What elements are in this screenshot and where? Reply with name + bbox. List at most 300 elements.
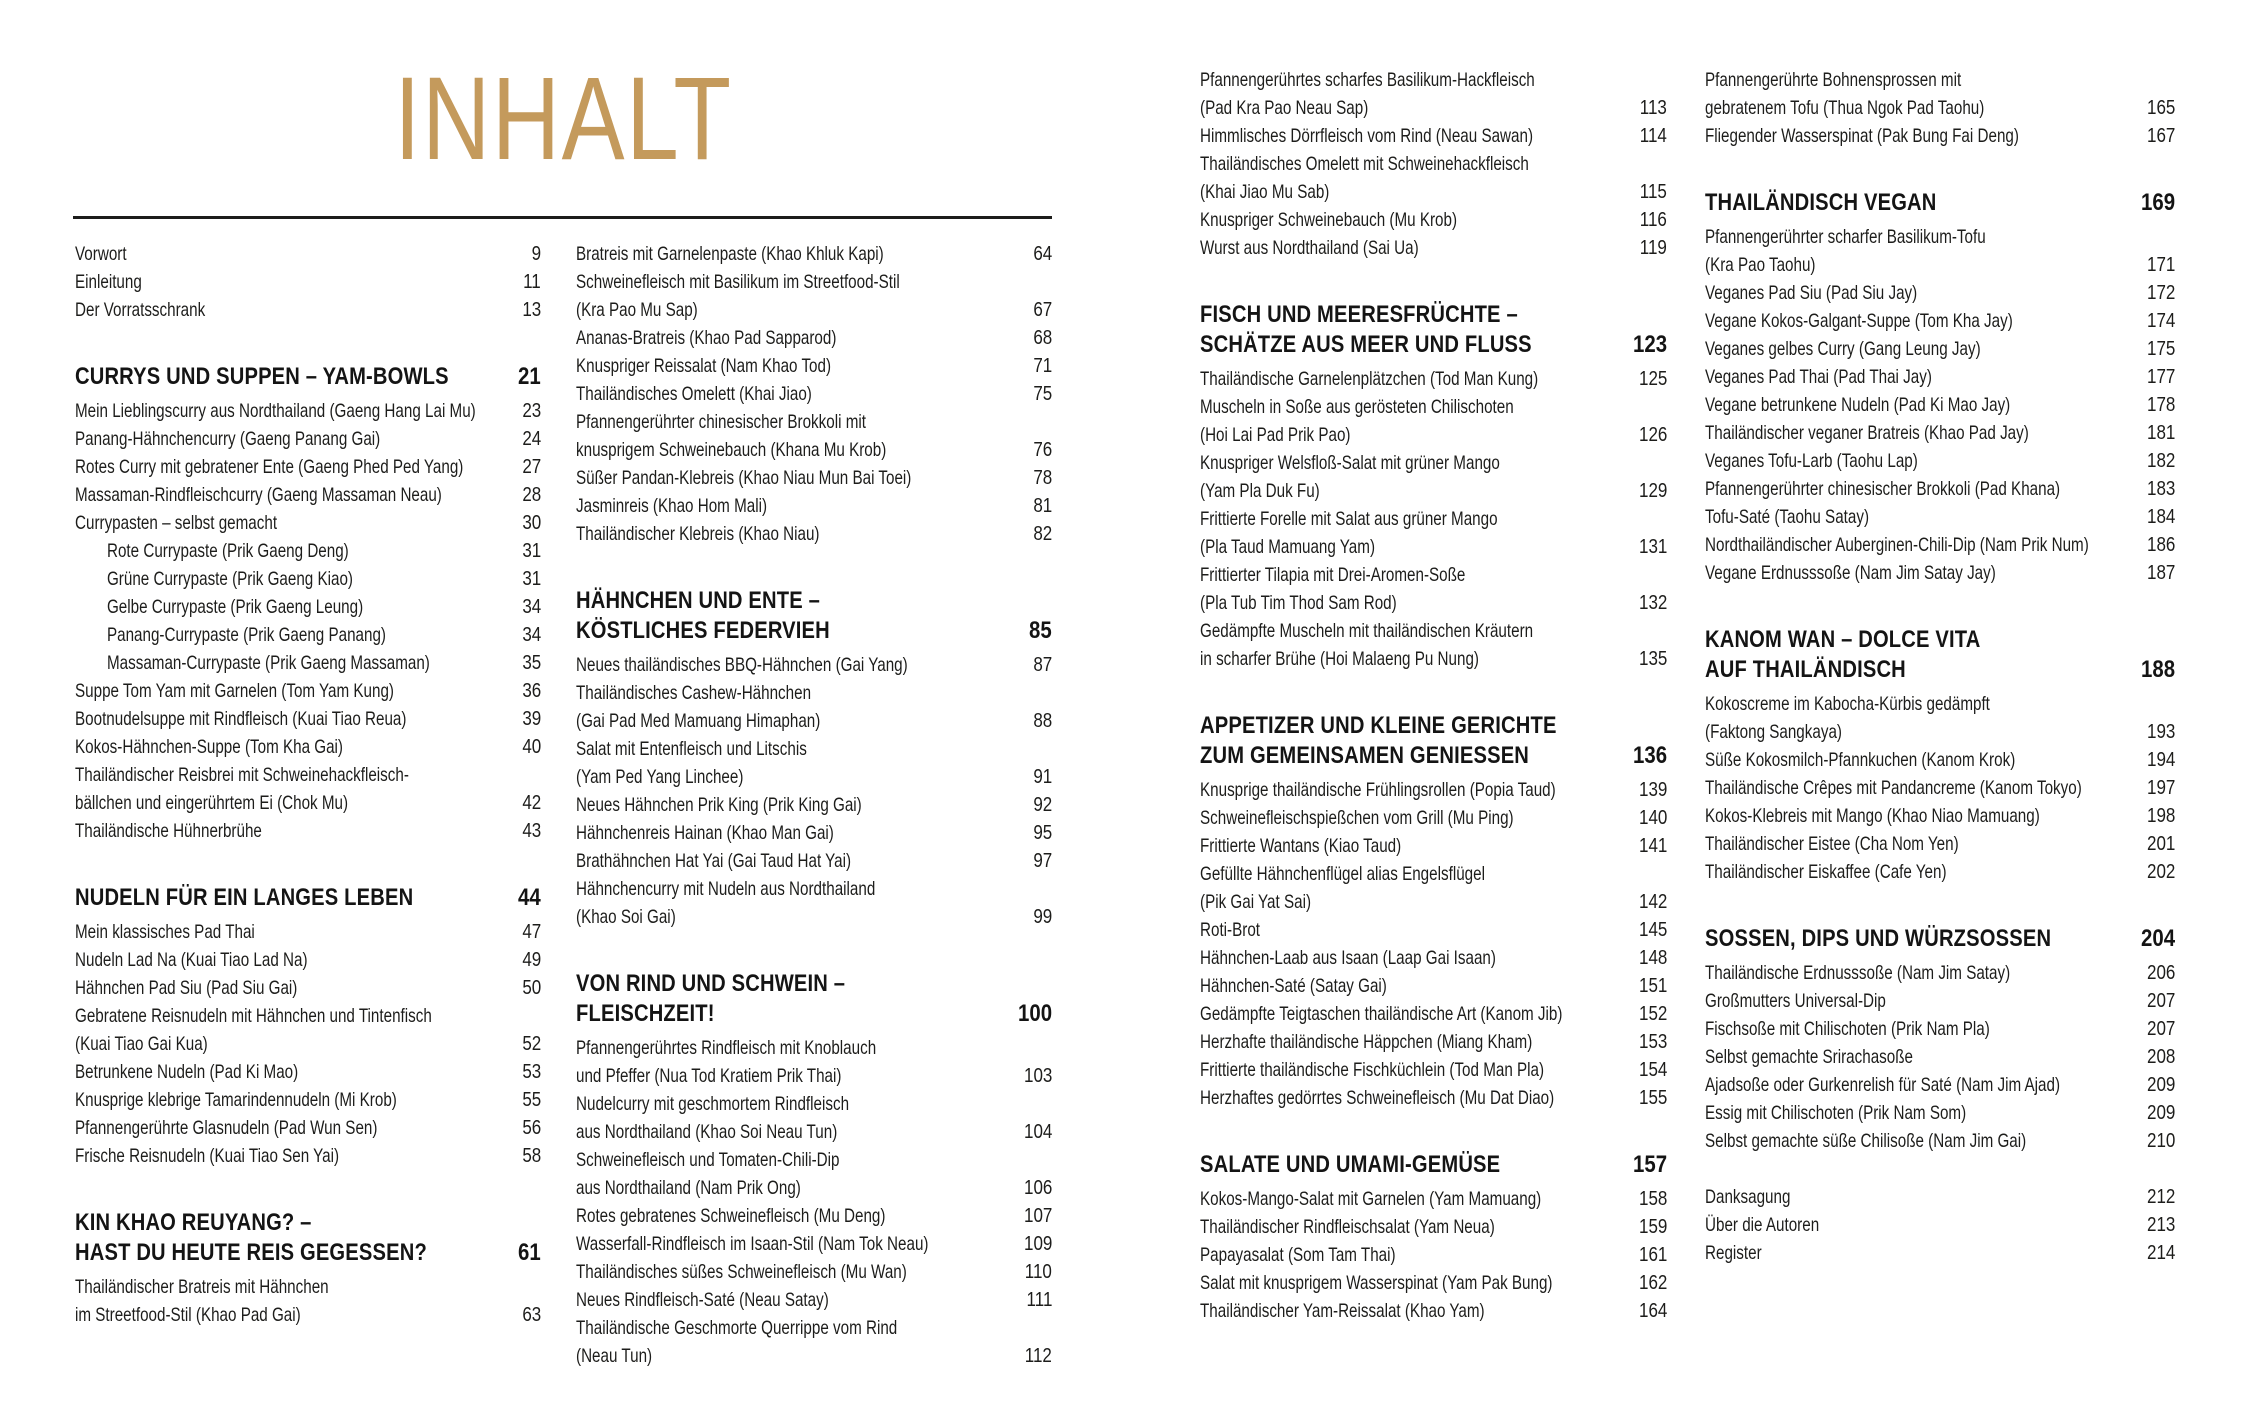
- toc-entry-text: Thailändisches süßes Schweinefleisch (Mu Wan): [576, 1261, 907, 1283]
- page-number: 183: [2146, 478, 2175, 500]
- toc-entry: [576, 268, 1052, 324]
- page-number: 44: [518, 884, 541, 911]
- page-number: 24: [522, 428, 541, 450]
- page-number: 201: [2146, 833, 2175, 855]
- page-number: 140: [1638, 807, 1667, 829]
- toc-entry: [1705, 419, 2175, 447]
- page-number: 31: [522, 540, 541, 562]
- page-number: 188: [2140, 656, 2175, 683]
- toc-entry-text: Thailändische Crêpes mit Pandancreme (Kanom Tokyo): [1705, 777, 2082, 799]
- toc-entry-text: Gedämpfte Teigtaschen thailändische Art (Kanom Jib): [1200, 1003, 1563, 1025]
- toc-entry: [1705, 475, 2175, 503]
- page-number: 155: [1638, 1087, 1667, 1109]
- page-number: 34: [522, 624, 541, 646]
- page-number: 34: [522, 596, 541, 618]
- toc-entry: [1200, 505, 1667, 561]
- toc-entry: [1705, 1183, 2175, 1211]
- toc-entry-text: (Hoi Lai Pad Prik Pao): [1200, 424, 1351, 446]
- toc-entry-text: Vegane betrunkene Nudeln (Pad Ki Mao Jay): [1705, 394, 2011, 416]
- page-number: 113: [1639, 97, 1667, 119]
- page-number: 75: [1033, 383, 1052, 405]
- toc-heading-text: ZUM GEMEINSAMEN GENIESSEN: [1200, 742, 1530, 769]
- toc-entry-text: Suppe Tom Yam mit Garnelen (Tom Yam Kung): [75, 680, 394, 702]
- toc-entry-text: Herzhaftes gedörrtes Schweinefleisch (Mu Dat Diao): [1200, 1087, 1555, 1109]
- toc-entry: [1200, 1185, 1667, 1213]
- toc-entry-text: aus Nordthailand (Nam Prik Ong): [576, 1177, 801, 1199]
- page-number: 21: [518, 363, 541, 390]
- page-number: 135: [1638, 648, 1667, 670]
- toc-entry-text: Veganes gelbes Curry (Gang Leung Jay): [1705, 338, 1981, 360]
- page-number: 78: [1033, 467, 1052, 489]
- toc-entry: [1200, 1056, 1667, 1084]
- toc-entry-text: (Neau Tun): [576, 1345, 653, 1367]
- toc-entry: [75, 397, 541, 425]
- toc-entry-text: Thailändischer Klebreis (Khao Niau): [576, 523, 820, 545]
- toc-entry-text: Currypasten – selbst gemacht: [75, 512, 278, 534]
- toc-entry: [1200, 1028, 1667, 1056]
- toc-entry-text: Thailändischer Eiskaffee (Cafe Yen): [1705, 861, 1947, 883]
- page-number: 169: [2140, 189, 2175, 216]
- toc-entry-text: Gelbe Currypaste (Prik Gaeng Leung): [106, 596, 364, 618]
- toc-entry-text: Knusprige thailändische Frühlingsrollen (Popia Taud): [1200, 779, 1556, 801]
- page-number: 204: [2140, 925, 2175, 952]
- page-number: 87: [1033, 654, 1052, 676]
- toc-entry: [576, 1090, 1052, 1146]
- toc-entry-text: Hähnchen-Saté (Satay Gai): [1200, 975, 1387, 997]
- toc-entry-text: (Yam Pla Duk Fu): [1200, 480, 1320, 502]
- toc-entry-text: Thailändischer Bratreis mit Hähnchen: [75, 1276, 329, 1298]
- toc-entry-text: Hähnchen-Laab aus Isaan (Laap Gai Isaan): [1200, 947, 1496, 969]
- toc-entry-text: Bratreis mit Garnelenpaste (Khao Khluk Kapi): [576, 243, 884, 265]
- toc-entry: [1705, 1071, 2175, 1099]
- toc-entry-text: Vegane Kokos-Galgant-Suppe (Tom Kha Jay): [1705, 310, 2013, 332]
- toc-entry-text: (Pla Tub Tim Thod Sam Rod): [1200, 592, 1397, 614]
- page-number: 157: [1632, 1151, 1667, 1178]
- toc-entry: [75, 481, 541, 509]
- toc-entry-text: (Khai Jiao Mu Sab): [1200, 181, 1330, 203]
- toc-entry-text: Rotes Curry mit gebratener Ente (Gaeng Phed Ped Yang): [75, 456, 464, 478]
- toc-column-3: [1200, 66, 1667, 1325]
- toc-entry: [75, 537, 541, 565]
- page-number: 198: [2146, 805, 2175, 827]
- page-number: 110: [1024, 1261, 1052, 1283]
- page-number: 142: [1638, 891, 1667, 913]
- toc-entry: [1705, 503, 2175, 531]
- page-number: 123: [1632, 331, 1667, 358]
- toc-entry: [1200, 1269, 1667, 1297]
- toc-entry-text: Gedämpfte Muscheln mit thailändischen Kräutern: [1200, 620, 1534, 642]
- toc-entry-text: Einleitung: [75, 271, 142, 293]
- toc-entry-text: Süße Kokosmilch-Pfannkuchen (Kanom Krok): [1705, 749, 2016, 771]
- toc-entry-text: Selbst gemachte süße Chilisoße (Nam Jim Gai): [1705, 1130, 2027, 1152]
- toc-section-heading: [75, 1208, 541, 1268]
- toc-entry-text: Süßer Pandan-Klebreis (Khao Niau Mun Bai Toei): [576, 467, 912, 489]
- toc-entry-text: Nudeln Lad Na (Kuai Tiao Lad Na): [75, 949, 308, 971]
- page-number: 11: [523, 271, 541, 293]
- toc-entry: [576, 352, 1052, 380]
- toc-entry: [576, 324, 1052, 352]
- toc-heading-text: SALATE UND UMAMI-GEMÜSE: [1200, 1151, 1501, 1178]
- toc-entry-text: Hähnchencurry mit Nudeln aus Nordthailand: [576, 878, 876, 900]
- toc-entry: [75, 593, 541, 621]
- toc-entry-text: Betrunkene Nudeln (Pad Ki Mao): [75, 1061, 299, 1083]
- toc-entry-text: Thailändischer Yam-Reissalat (Khao Yam): [1200, 1300, 1485, 1322]
- page-number: 182: [2146, 450, 2175, 472]
- toc-entry: [1705, 447, 2175, 475]
- toc-entry: [1705, 830, 2175, 858]
- toc-entry: [1200, 561, 1667, 617]
- toc-entry: [1705, 746, 2175, 774]
- toc-entry-text: (Yam Ped Yang Linchee): [576, 766, 744, 788]
- page-number: 193: [2146, 721, 2175, 743]
- toc-entry: [1705, 335, 2175, 363]
- toc-entry: [75, 1002, 541, 1058]
- toc-entry: [1705, 959, 2175, 987]
- page-number: 100: [1017, 1000, 1052, 1027]
- page-number: 64: [1033, 243, 1052, 265]
- toc-entry-text: Veganes Pad Siu (Pad Siu Jay): [1705, 282, 1918, 304]
- page-number: 213: [2146, 1214, 2175, 1236]
- toc-entry-text: Thailändische Garnelenplätzchen (Tod Man Kung): [1200, 368, 1539, 390]
- page-number: 209: [2146, 1074, 2175, 1096]
- toc-entry-text: Thailändische Geschmorte Querrippe vom Rind: [576, 1317, 898, 1339]
- toc-entry: [1705, 66, 2175, 122]
- toc-entry-text: Essig mit Chilischoten (Prik Nam Som): [1705, 1102, 1967, 1124]
- page-title: [75, 53, 1052, 185]
- toc-entry-text: (Kra Pao Taohu): [1705, 254, 1816, 276]
- toc-entry: [1200, 860, 1667, 916]
- toc-entry: [1705, 122, 2175, 150]
- toc-entry: [1705, 559, 2175, 587]
- toc-entry: [576, 875, 1052, 931]
- toc-entry: [75, 946, 541, 974]
- toc-section-heading: [576, 586, 1052, 646]
- toc-section-heading: [576, 969, 1052, 1029]
- page-number: 103: [1023, 1065, 1052, 1087]
- toc-entry: [1705, 279, 2175, 307]
- toc-entry-text: in scharfer Brühe (Hoi Malaeng Pu Nung): [1200, 648, 1479, 670]
- toc-entry: [75, 453, 541, 481]
- page-number: 164: [1638, 1300, 1667, 1322]
- page-number: 210: [2146, 1130, 2175, 1152]
- toc-section-heading: [1705, 924, 2175, 954]
- page-number: 63: [522, 1304, 541, 1326]
- toc-entry-text: Jasminreis (Khao Hom Mali): [576, 495, 768, 517]
- page-number: 36: [522, 680, 541, 702]
- toc-column-2: [576, 240, 1052, 1370]
- toc-heading-text: VON RIND UND SCHWEIN –: [576, 970, 846, 997]
- toc-entry: [1200, 1000, 1667, 1028]
- page-number: 71: [1033, 355, 1052, 377]
- toc-entry: [1705, 223, 2175, 279]
- page-number: 186: [2146, 534, 2175, 556]
- toc-entry-text: Papayasalat (Som Tam Thai): [1200, 1244, 1396, 1266]
- toc-entry-text: Ananas-Bratreis (Khao Pad Sapparod): [576, 327, 837, 349]
- toc-entry-text: Muscheln in Soße aus gerösteten Chilischoten: [1200, 396, 1514, 418]
- toc-entry-text: Frittierte Forelle mit Salat aus grüner Mango: [1200, 508, 1498, 530]
- page-number: 43: [522, 820, 541, 842]
- toc-entry-text: Register: [1705, 1242, 1762, 1264]
- toc-section-heading: [75, 362, 541, 392]
- toc-entry-text: Nordthailändischer Auberginen-Chili-Dip (Nam Prik Num): [1705, 534, 2089, 556]
- page-number: 107: [1023, 1205, 1052, 1227]
- toc-entry-text: und Pfeffer (Nua Tod Kratiem Prik Thai): [576, 1065, 842, 1087]
- toc-entry-text: Brathähnchen Hat Yai (Gai Taud Hat Yai): [576, 850, 852, 872]
- toc-entry-text: Kokos-Klebreis mit Mango (Khao Niao Mamuang): [1705, 805, 2040, 827]
- toc-entry-text: Himmlisches Dörrfleisch vom Rind (Neau Sawan): [1200, 125, 1534, 147]
- toc-entry-text: (Pad Kra Pao Neau Sap): [1200, 97, 1369, 119]
- toc-entry: [1705, 802, 2175, 830]
- toc-entry-text: Frittierte Wantans (Kiao Taud): [1200, 835, 1402, 857]
- page-number: 162: [1638, 1272, 1667, 1294]
- toc-heading-text: FLEISCHZEIT!: [576, 1000, 715, 1027]
- page-number: 154: [1638, 1059, 1667, 1081]
- page-number: 132: [1638, 592, 1667, 614]
- toc-entry: [75, 733, 541, 761]
- toc-entry-text: Großmutters Universal-Dip: [1705, 990, 1886, 1012]
- toc-entry-text: Neues thailändisches BBQ-Hähnchen (Gai Yang): [576, 654, 908, 676]
- toc-entry: [1200, 1297, 1667, 1325]
- page-number: 85: [1029, 617, 1052, 644]
- toc-heading-text: KANOM WAN – DOLCE VITA: [1705, 626, 1981, 653]
- toc-entry: [1200, 972, 1667, 1000]
- page-number: 13: [522, 299, 541, 321]
- toc-entry-text: Gebratene Reisnudeln mit Hähnchen und Tintenfisch: [75, 1005, 432, 1027]
- toc-entry: [1705, 1127, 2175, 1155]
- toc-heading-text: FISCH UND MEERESFRÜCHTE –: [1200, 301, 1518, 328]
- toc-entry: [75, 649, 541, 677]
- toc-entry-text: Tofu-Saté (Taohu Satay): [1705, 506, 1870, 528]
- toc-entry-text: bällchen und eingerührtem Ei (Chok Mu): [75, 792, 349, 814]
- toc-entry: [75, 1273, 541, 1329]
- page-number: 99: [1033, 906, 1052, 928]
- page-number: 158: [1638, 1188, 1667, 1210]
- page-number: 115: [1639, 181, 1667, 203]
- toc-entry-text: (Pik Gai Yat Sai): [1200, 891, 1312, 913]
- toc-heading-text: SOSSEN, DIPS UND WÜRZSOSSEN: [1705, 925, 2052, 952]
- page-number: 152: [1638, 1003, 1667, 1025]
- toc-heading-text: SCHÄTZE AUS MEER UND FLUSS: [1200, 331, 1532, 358]
- page-number: 106: [1023, 1177, 1052, 1199]
- page-number: 153: [1638, 1031, 1667, 1053]
- page-number: 184: [2146, 506, 2175, 528]
- page-number: 112: [1024, 1345, 1052, 1367]
- toc-entry-text: Vegane Erdnusssoße (Nam Jim Satay Jay): [1705, 562, 1996, 584]
- toc-entry: [1200, 1213, 1667, 1241]
- toc-entry: [576, 735, 1052, 791]
- page-number: 148: [1638, 947, 1667, 969]
- toc-section-heading: [75, 883, 541, 913]
- page-number: 139: [1638, 779, 1667, 801]
- toc-entry-text: Frittierte thailändische Fischküchlein (Tod Man Pla): [1200, 1059, 1545, 1081]
- page-number: 207: [2146, 990, 2175, 1012]
- page-number: 40: [522, 736, 541, 758]
- toc-entry-text: (Kra Pao Mu Sap): [576, 299, 698, 321]
- toc-entry-text: (Pla Taud Mamuang Yam): [1200, 536, 1376, 558]
- toc-heading-text: HAST DU HEUTE REIS GEGESSEN?: [75, 1239, 427, 1266]
- toc-column-4: [1705, 66, 2175, 1267]
- toc-heading-text: KIN KHAO REUYANG? –: [75, 1209, 312, 1236]
- page-number: 30: [522, 512, 541, 534]
- toc-entry: [576, 464, 1052, 492]
- page-number: 159: [1638, 1216, 1667, 1238]
- toc-entry-text: Frittierter Tilapia mit Drei-Aromen-Soße: [1200, 564, 1466, 586]
- page-number: 131: [1638, 536, 1667, 558]
- toc-entry-text: Grüne Currypaste (Prik Gaeng Kiao): [106, 568, 353, 590]
- toc-entry: [1705, 858, 2175, 886]
- page-number: 97: [1033, 850, 1052, 872]
- toc-heading-text: NUDELN FÜR EIN LANGES LEBEN: [75, 884, 414, 911]
- toc-section-heading: [1705, 625, 2175, 685]
- toc-entry-text: Schweinefleisch mit Basilikum im Streetfood-Stil: [576, 271, 900, 293]
- toc-entry-text: Vorwort: [75, 243, 127, 265]
- toc-entry-text: Salat mit Entenfleisch und Litschis: [576, 738, 807, 760]
- toc-entry: [1200, 832, 1667, 860]
- toc-entry-text: Über die Autoren: [1705, 1214, 1820, 1236]
- toc-entry: [1200, 916, 1667, 944]
- page-title-text: INHALT: [394, 53, 733, 185]
- toc-entry: [75, 509, 541, 537]
- toc-entry-text: Pfannengerührte Glasnudeln (Pad Wun Sen): [75, 1117, 378, 1139]
- page-number: 174: [2146, 310, 2175, 332]
- toc-entry-text: Thailändisches Omelett mit Schweinehackfleisch: [1200, 153, 1529, 175]
- toc-entry: [576, 1146, 1052, 1202]
- toc-heading-text: KÖSTLICHES FEDERVIEH: [576, 617, 830, 644]
- page-number: 9: [531, 243, 541, 265]
- toc-entry-text: Gefüllte Hähnchenflügel alias Engelsflügel: [1200, 863, 1485, 885]
- page-number: 76: [1033, 439, 1052, 461]
- page-number: 47: [522, 921, 541, 943]
- toc-entry-text: Thailändischer Eistee (Cha Nom Yen): [1705, 833, 1959, 855]
- toc-entry-text: Kokos-Mango-Salat mit Garnelen (Yam Mamuang): [1200, 1188, 1542, 1210]
- toc-entry-text: Thailändischer Rindfleischsalat (Yam Neua): [1200, 1216, 1495, 1238]
- toc-entry-text: Bootnudelsuppe mit Rindfleisch (Kuai Tiao Reua): [75, 708, 407, 730]
- toc-entry: [1705, 690, 2175, 746]
- toc-entry: [1200, 1084, 1667, 1112]
- toc-entry: [1200, 449, 1667, 505]
- toc-entry-text: Knuspriger Welsfloß-Salat mit grüner Mango: [1200, 452, 1500, 474]
- toc-entry-text: Der Vorratsschrank: [75, 299, 206, 321]
- toc-entry: [1200, 804, 1667, 832]
- page-number: 151: [1638, 975, 1667, 997]
- toc-entry: [1705, 1043, 2175, 1071]
- toc-entry: [1200, 944, 1667, 972]
- toc-entry: [75, 1142, 541, 1170]
- toc-entry: [75, 705, 541, 733]
- toc-entry: [1200, 150, 1667, 206]
- page-number: 31: [522, 568, 541, 590]
- toc-entry-text: Panang-Hähnchencurry (Gaeng Panang Gai): [75, 428, 381, 450]
- toc-entry: [1200, 206, 1667, 234]
- page-number: 126: [1638, 424, 1667, 446]
- toc-section-heading: [1200, 1150, 1667, 1180]
- page-number: 145: [1638, 919, 1667, 941]
- toc-heading-text: THAILÄNDISCH VEGAN: [1705, 189, 1937, 216]
- toc-entry-text: (Faktong Sangkaya): [1705, 721, 1842, 743]
- toc-entry: [1705, 1211, 2175, 1239]
- page-number: 119: [1639, 237, 1667, 259]
- toc-entry-text: Rotes gebratenes Schweinefleisch (Mu Deng): [576, 1205, 886, 1227]
- toc-entry-text: Mein klassisches Pad Thai: [75, 921, 255, 943]
- page-number: 104: [1023, 1121, 1052, 1143]
- toc-entry-text: Massaman-Rindfleischcurry (Gaeng Massaman Neau): [75, 484, 442, 506]
- toc-entry: [576, 1258, 1052, 1286]
- page-number: 116: [1639, 209, 1667, 231]
- page-number: 50: [522, 977, 541, 999]
- toc-entry-text: Pfannengerührtes Rindfleisch mit Knoblauch: [576, 1037, 877, 1059]
- toc-entry: [576, 1230, 1052, 1258]
- page-number: 165: [2146, 97, 2175, 119]
- page-number: 177: [2146, 366, 2175, 388]
- page-number: 212: [2146, 1186, 2175, 1208]
- toc-entry: [75, 1058, 541, 1086]
- toc-entry: [75, 296, 541, 324]
- toc-entry-text: Veganes Tofu-Larb (Taohu Lap): [1705, 450, 1918, 472]
- toc-entry: [1200, 393, 1667, 449]
- toc-heading-text: CURRYS UND SUPPEN – YAM-BOWLS: [75, 363, 449, 390]
- page-number: 125: [1638, 368, 1667, 390]
- toc-entry-text: Ajadsoße oder Gurkenrelish für Saté (Nam Jim Ajad): [1705, 1074, 2061, 1096]
- toc-entry-text: Salat mit knusprigem Wasserspinat (Yam Pak Bung): [1200, 1272, 1553, 1294]
- page-number: 175: [2146, 338, 2175, 360]
- page-number: 82: [1033, 523, 1052, 545]
- toc-entry: [75, 677, 541, 705]
- toc-entry-text: Veganes Pad Thai (Pad Thai Jay): [1705, 366, 1932, 388]
- toc-entry-text: Pfannengerührter chinesischer Brokkoli mit: [576, 411, 866, 433]
- toc-entry: [1200, 1241, 1667, 1269]
- page-number: 28: [522, 484, 541, 506]
- toc-entry: [75, 268, 541, 296]
- page-number: 42: [522, 792, 541, 814]
- toc-entry-text: Thailändischer veganer Bratreis (Khao Pad Jay): [1705, 422, 2029, 444]
- toc-heading-text: HÄHNCHEN UND ENTE –: [576, 587, 821, 614]
- toc-entry: [75, 621, 541, 649]
- toc-entry: [75, 240, 541, 268]
- page-number: 95: [1033, 822, 1052, 844]
- toc-entry: [1200, 776, 1667, 804]
- toc-entry: [1705, 1239, 2175, 1267]
- page-number: 53: [522, 1061, 541, 1083]
- page-number: 88: [1033, 710, 1052, 732]
- toc-entry-text: Thailändisches Omelett (Khai Jiao): [576, 383, 812, 405]
- toc-section-heading: [1200, 711, 1667, 771]
- toc-entry: [1200, 617, 1667, 673]
- toc-entry: [1705, 391, 2175, 419]
- toc-entry-text: Thailändischer Reisbrei mit Schweinehackfleisch-: [75, 764, 409, 786]
- page-number: 129: [1638, 480, 1667, 502]
- toc-entry-text: Mein Lieblingscurry aus Nordthailand (Gaeng Hang Lai Mu): [75, 400, 476, 422]
- toc-entry-text: Roti-Brot: [1200, 919, 1261, 941]
- toc-entry-text: Hähnchenreis Hainan (Khao Man Gai): [576, 822, 834, 844]
- toc-entry-text: Neues Rindfleisch-Saté (Neau Satay): [576, 1289, 829, 1311]
- page-number: 178: [2146, 394, 2175, 416]
- toc-entry-text: Massaman-Currypaste (Prik Gaeng Massaman): [106, 652, 430, 674]
- page-number: 207: [2146, 1018, 2175, 1040]
- page-number: 23: [522, 400, 541, 422]
- page-number: 181: [2146, 422, 2175, 444]
- toc-entry-text: Pfannengerührter chinesischer Brokkoli (Pad Khana): [1705, 478, 2061, 500]
- toc-entry-text: (Gai Pad Med Mamuang Himaphan): [576, 710, 821, 732]
- page-number: 136: [1632, 742, 1667, 769]
- toc-entry: [75, 761, 541, 817]
- toc-entry: [576, 651, 1052, 679]
- toc-entry-text: (Kuai Tiao Gai Kua): [75, 1033, 208, 1055]
- page-number: 35: [522, 652, 541, 674]
- toc-heading-text: APPETIZER UND KLEINE GERICHTE: [1200, 712, 1557, 739]
- page-number: 161: [1638, 1244, 1667, 1266]
- toc-entry: [1705, 1099, 2175, 1127]
- toc-entry-text: Fliegender Wasserspinat (Pak Bung Fai Deng): [1705, 125, 2019, 147]
